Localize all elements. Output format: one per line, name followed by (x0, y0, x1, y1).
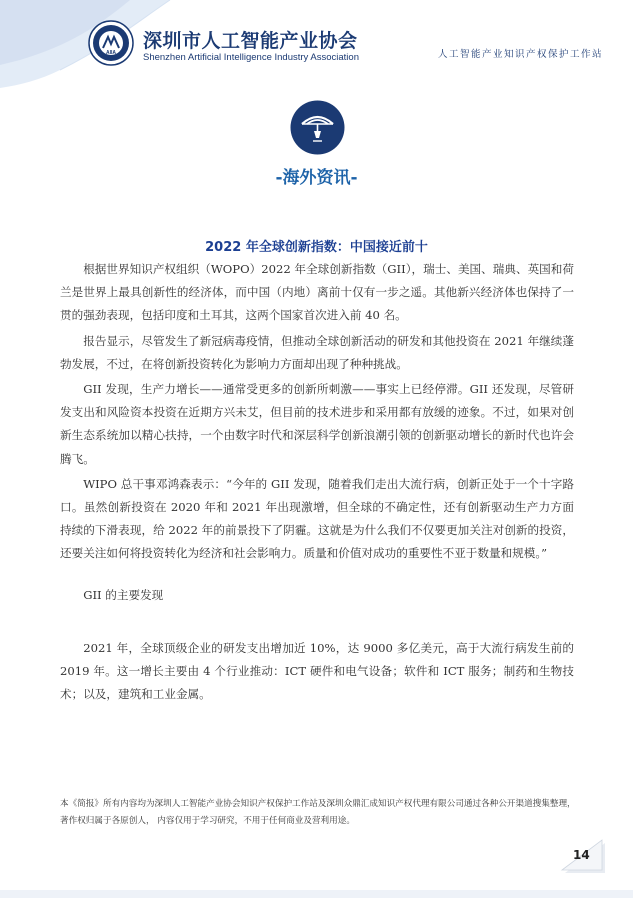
station-name: 人工智能产业知识产权保护工作站 (437, 49, 603, 60)
disclaimer: 本《简报》所有内容均为深圳人工智能产业协会知识产权保护工作站及深圳众鼎汇成知识产权代理有限公司通过各种公开渠道搜集整理，著作权归属于各原创人， 内容仅用于学习研究，不用于任何商业及营利用途。 (60, 799, 576, 826)
paragraph: 2021 年，全球顶级企业的研发支出增加近 10%，达 9000 多亿美元，高于大流行病发生前的 2019 年。这一增长主要由 4 个行业推动：ICT 硬件和电气设备；软件和 ICT 服务；制药和生物技术；以及，建筑和工业金属。 (60, 640, 574, 702)
association-logo (88, 20, 134, 66)
paragraph: 根据世界知识产权组织（WOPO）2022 年全球创新指数（GII），瑞士、美国、瑞典、英国和荷兰是世界上最具创新性的经济体，而中国（内地）离前十仅有一步之遥。其他新兴经济体也保持了一贯的强劲表现，包括印度和土耳其，这两个国家首次进入前 40 名。 (60, 262, 574, 323)
article-body (60, 258, 574, 708)
page-number: 14 (573, 848, 590, 862)
paragraph: 报告显示，尽管发生了新冠病毒疫情，但推动全球创新活动的研发和其他投资在 2021 年继续蓬勃发展，不过，在将创新投资转化为影响力方面却出现了种种挑战。 (60, 333, 574, 371)
subheading: GII 的主要发现 (83, 587, 164, 602)
svg-text:AIIA: AIIA (106, 50, 116, 56)
organization-name-en: Shenzhen Artificial Intelligence Industry Association (143, 52, 359, 63)
section-title: -海外资讯- (275, 168, 358, 188)
organization-name-cn: 深圳市人工智能产业协会 (143, 30, 358, 52)
globe-icon (290, 100, 345, 155)
paragraph: GII 发现，生产力增长——通常受更多的创新所刺激——事实上已经停滞。GII 还发现，尽管研发支出和风险资本投资在近期方兴未艾，但目前的技术进步和采用都有放缓的迹象。不过，如果对创新生态系统加以精心扶持，一个由数字时代和深层科学创新浪潮引领的创新驱动增长的新时代也许会腾飞。 (60, 382, 574, 466)
paragraph: WIPO 总干事邓鸿森表示：“今年的 GII 发现，随着我们走出大流行病，创新正处于一个十字路口。虽然创新投资在 2020 年和 2021 年出现激增，但全球的不确定性，还有创新驱动生产力方面持续的下滑表现，给 2022 年的前景投下了阴霾。这就是为什么我们不仅要更加关注对创新的投资，还要关注如何将投资转化为经济和社会影响力。质量和价值对成功的重要性不亚于数量和规模。” (60, 476, 574, 561)
article-title: 2022 年全球创新指数：中国接近前十 (205, 240, 428, 255)
bottom-strip (0, 890, 633, 898)
